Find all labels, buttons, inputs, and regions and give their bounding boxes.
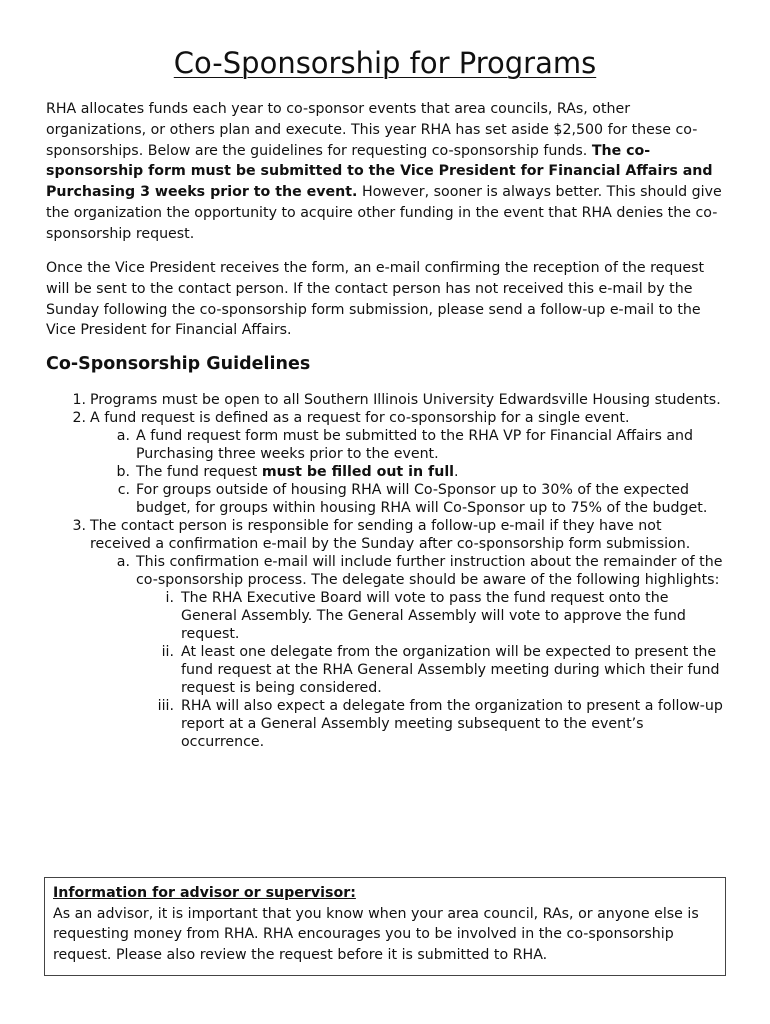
list-number: b. [116,464,130,480]
intro-text-start: RHA allocates funds each year to co-sponsor events that area councils, RAs, other organizations, or others plan and execute. This year RHA has set aside $2,500 for these co-sponsorships. Below are the guidelines for requesting co-sponsorship funds. [46,101,698,159]
guideline-1 [46,391,726,409]
list-number: 2. [72,410,86,426]
guideline-3 [46,517,726,553]
guideline-text: A fund request form must be submitted to the RHA VP for Financial Affairs and Purchasing three weeks prior to the event. [136,428,694,462]
guideline-3a-iii [46,697,726,751]
guideline-text: A fund request is defined as a request for co-sponsorship for a single event. [90,410,630,426]
list-number: 1. [72,392,86,408]
guideline-text: Programs must be open to all Southern Illinois University Edwardsville Housing students. [90,392,721,408]
guideline-2 [46,409,726,427]
guideline-2c [46,481,726,517]
confirmation-paragraph: Once the Vice President receives the form, an e-mail confirming the reception of the request will be sent to the contact person. If the contact person has not received this e-mail by the Sunday following the co-sponsorship form submission, please send a follow-up e-mail to the Vice President for Financial Affairs. [46,260,705,339]
guideline-2a [46,427,726,463]
guideline-2b [46,463,726,481]
list-number: i. [165,590,174,606]
guideline-text: The RHA Executive Board will vote to pass the fund request onto the General Assembly. The General Assembly will vote to approve the fund request. [181,590,686,642]
guideline-text: This confirmation e-mail will include further instruction about the remainder of the co-sponsorship process. The delegate should be aware of the following highlights: [136,554,723,588]
advisor-info-box [44,877,726,976]
guideline-text-end: . [454,464,459,480]
list-number: a. [116,554,130,570]
list-number: ii. [161,644,174,660]
advisor-info-text: As an advisor, it is important that you know when your area council, RAs, or anyone else is requesting money from RHA. RHA encourages you to be involved in the co-sponsorship request. Please also review the request before it is submitted to RHA. [53,905,699,963]
list-number: iii. [157,698,174,714]
guideline-3a-ii [46,643,726,697]
guideline-emphasis: must be filled out in full [261,464,455,480]
guideline-text: The contact person is responsible for sending a follow-up e-mail if they have not received a confirmation e-mail by the Sunday after co-sponsorship form submission. [90,518,691,552]
guidelines-list [46,391,726,751]
list-number: c. [117,482,130,498]
guideline-text: The fund request [136,464,262,480]
guideline-text: RHA will also expect a delegate from the organization to present a follow-up report at a General Assembly meeting subsequent to the event’s occurrence. [181,698,723,750]
list-number: a. [116,428,130,444]
intro-paragraph [46,99,726,245]
page-title: Co-Sponsorship for Programs [173,46,597,80]
advisor-info-heading: Information for advisor or supervisor: [53,885,356,901]
guideline-3a [46,553,726,589]
intro-deadline-emphasis: The co-sponsorship form must be submitted to the Vice President for Financial Affairs and Purchasing 3 weeks prior to the event. [46,142,713,201]
list-number: 3. [72,518,86,534]
guidelines-heading: Co-Sponsorship Guidelines [46,354,311,374]
guideline-text: At least one delegate from the organization will be expected to present the fund request at the RHA General Assembly meeting during which their fund request is being considered. [181,644,720,696]
guideline-text: For groups outside of housing RHA will Co-Sponsor up to 30% of the expected budget, for groups within housing RHA will Co-Sponsor up to 75% of the budget. [136,482,708,516]
guideline-3a-i [46,589,726,643]
intro-text-end: However, sooner is always better. This should give the organization the opportunity to acquire other funding in the event that RHA denies the co-sponsorship request. [46,184,722,242]
